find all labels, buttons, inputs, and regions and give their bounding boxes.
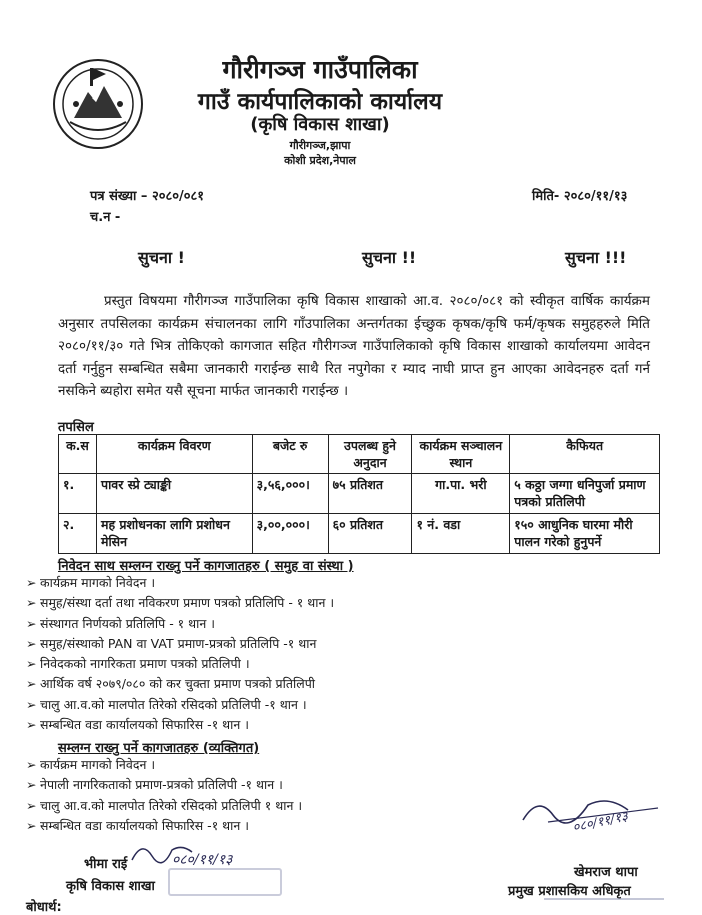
notice-heading-3: सुचना !!! — [565, 248, 627, 267]
list-item: ➢ कार्यक्रम मागको निवेदन । — [26, 757, 156, 772]
cell-location: गा.पा. भरी — [412, 474, 510, 514]
left-signatory-unit: कृषि विकास शाखा — [66, 879, 155, 894]
list-item: ➢ समुह/संस्थाको PAN वा VAT प्रमाण-प्रत्रको प्रतिलिपि -१ थान — [26, 635, 317, 651]
col-header-sn: क.स — [59, 435, 97, 474]
table-caption: तपसिल — [58, 420, 94, 435]
notice-body-paragraph: प्रस्तुत विषयमा गौरीगञ्ज गाउँपालिका कृषि विकास शाखाको आ.व. २०८०/०८१ को स्वीकृत वार्षिक कार्यक्रम अनुसार तपसिलका कार्यक्रम संचालनका लागि गाँउपालिका अन्तर्गतका ईच्छुक कृषक/कृषि फर्म/कृषक समुहहरुले मिति २०८०/११/३० गते भित्र तोकिएको कागजात सहित गौरीगञ्ज गाउँपालिकाको कृषि विकास शाखाको कार्यालयमा आवेदन दर्ता गर्नुहुन सम्बन्धित सबैमा जानकारी गराईन्छ साथै रित नपुगेका र म्याद नाघी प्राप्त हुन आएका आवेदनहरु दर्ता गर्न नसकिने ब्यहोरा समेत यसै सूचना मार्फत जानकारी गराईन्छ । — [58, 293, 650, 399]
header-office-name: गाउँ कार्यपालिकाको कार्यालय — [197, 89, 443, 115]
reference-number: पत्र संख्या – २०८०/०८१ — [90, 189, 205, 204]
header-province: कोशी प्रदेश,नेपाल — [284, 154, 356, 167]
cc-label: बोधार्थ: — [26, 900, 62, 915]
arrow-bullet-icon: ➢ — [26, 717, 37, 733]
list-item: ➢ चालु आ.व.को मालपोत तिरेको रसिदको प्रतिलिपी -१ थान । — [26, 696, 307, 712]
notice-heading-2: सुचना !! — [362, 248, 417, 267]
table-row — [59, 474, 660, 514]
left-signatory-name: भीमा राई — [84, 857, 128, 872]
list-item: ➢ नेपाली नागरिकताको प्रमाण-प्रत्रको प्रतिलिपी -१ थान । — [26, 777, 283, 793]
notice-heading-1: सुचना ! — [138, 248, 185, 267]
table-header-row — [59, 435, 660, 474]
cell-subsidy: ६० प्रतिशत — [328, 514, 412, 554]
cell-program: मह प्रशोधनका लागि प्रशोधन मेसिन — [96, 514, 252, 554]
arrow-bullet-icon: ➢ — [26, 757, 37, 772]
arrow-bullet-icon: ➢ — [26, 696, 37, 712]
arrow-bullet-icon: ➢ — [26, 635, 37, 651]
list-item: ➢ आर्थिक वर्ष २०७९/०८० को कर चुक्ता प्रमाण पत्रको प्रतिलिपी — [26, 676, 316, 692]
col-header-budget: बजेट रु — [252, 435, 328, 474]
right-handwritten-date: ०८०/११/१३ — [571, 809, 630, 836]
list-item: ➢ सम्बन्धित वडा कार्यालयको सिफारिस -१ थान । — [26, 717, 250, 733]
group-docs-list — [26, 574, 334, 736]
arrow-bullet-icon: ➢ — [26, 817, 37, 833]
cell-budget: ३,५६,०००। — [252, 474, 328, 514]
individual-docs-title: सम्लग्न राख्नु पर्ने कागजातहरु (व्यक्तिगत) — [58, 741, 260, 756]
table-row — [59, 514, 660, 554]
cell-program: पावर स्प्रे ट्याङ्की — [96, 474, 252, 514]
list-item: ➢ संस्थागत निर्णयको प्रतिलिपि - १ थान । — [26, 615, 216, 631]
list-item: ➢ सम्बन्धित वडा कार्यालयको सिफारिस -१ थान । — [26, 817, 250, 833]
arrow-bullet-icon: ➢ — [26, 615, 37, 631]
arrow-bullet-icon: ➢ — [26, 676, 37, 692]
cell-remarks: १५० आधुनिक घारमा मौरी पालन गरेको हुनुपर्ने — [510, 514, 660, 554]
municipality-seal — [52, 58, 144, 150]
list-item: ➢ निवेदकको नागरिकता प्रमाण पत्रको प्रतिलिपी । — [26, 656, 250, 672]
cell-remarks: ५ कठ्ठा जग्गा धनिपुर्जा प्रमाण पत्रको प्रतिलिपी — [510, 474, 660, 514]
arrow-bullet-icon: ➢ — [26, 777, 37, 793]
arrow-bullet-icon: ➢ — [26, 575, 37, 590]
list-item: ➢ समुह/संस्था दर्ता तथा नविकरण प्रमाण पत्रको प्रतिलिपि - १ थान । — [26, 595, 335, 611]
individual-docs-list — [26, 756, 302, 837]
right-signatory-name: खेमराज थापा — [574, 865, 638, 880]
header-municipality-name: गौरीगञ्ज गाउँपालिका — [222, 55, 418, 84]
col-header-subsidy: उपलब्ध हुने अनुदान — [328, 435, 412, 474]
right-signatory-title: प्रमुख प्रशासकिय अधिकृत — [508, 884, 631, 899]
col-header-program: कार्यक्रम विवरण — [96, 435, 252, 474]
program-table — [58, 434, 660, 554]
arrow-bullet-icon: ➢ — [26, 595, 37, 611]
letter-date: मिति- २०८०/११/१३ — [532, 189, 628, 204]
header-address: गौरीगञ्ज,झापा — [289, 139, 351, 152]
dispatch-number: च.न - — [90, 210, 121, 225]
arrow-bullet-icon: ➢ — [26, 797, 37, 813]
list-item: ➢ चालु आ.व.को मालपोत तिरेको रसिदको प्रतिलिपी १ थान । — [26, 797, 303, 813]
cell-sn: २. — [59, 514, 97, 554]
col-header-remarks: कैफियत — [510, 435, 660, 474]
cell-budget: ३,००,०००। — [252, 514, 328, 554]
arrow-bullet-icon: ➢ — [26, 656, 37, 672]
list-item: ➢ कार्यक्रम मागको निवेदन । — [26, 575, 156, 590]
header-branch-name: (कृषि विकास शाखा) — [250, 114, 390, 135]
group-docs-title: निवेदन साथ सम्लग्न राख्नु पर्ने कागजातहरु ( समुह वा संस्था ) — [58, 559, 354, 574]
cell-subsidy: ७५ प्रतिशत — [328, 474, 412, 514]
col-header-location: कार्यक्रम सञ्चालन स्थान — [412, 435, 510, 474]
cell-location: १ नं. वडा — [412, 514, 510, 554]
faded-stamp — [168, 868, 282, 896]
cell-sn: १. — [59, 474, 97, 514]
left-handwritten-date: ०८०/११/१३ — [172, 852, 233, 868]
right-stamp-edge — [544, 898, 664, 914]
